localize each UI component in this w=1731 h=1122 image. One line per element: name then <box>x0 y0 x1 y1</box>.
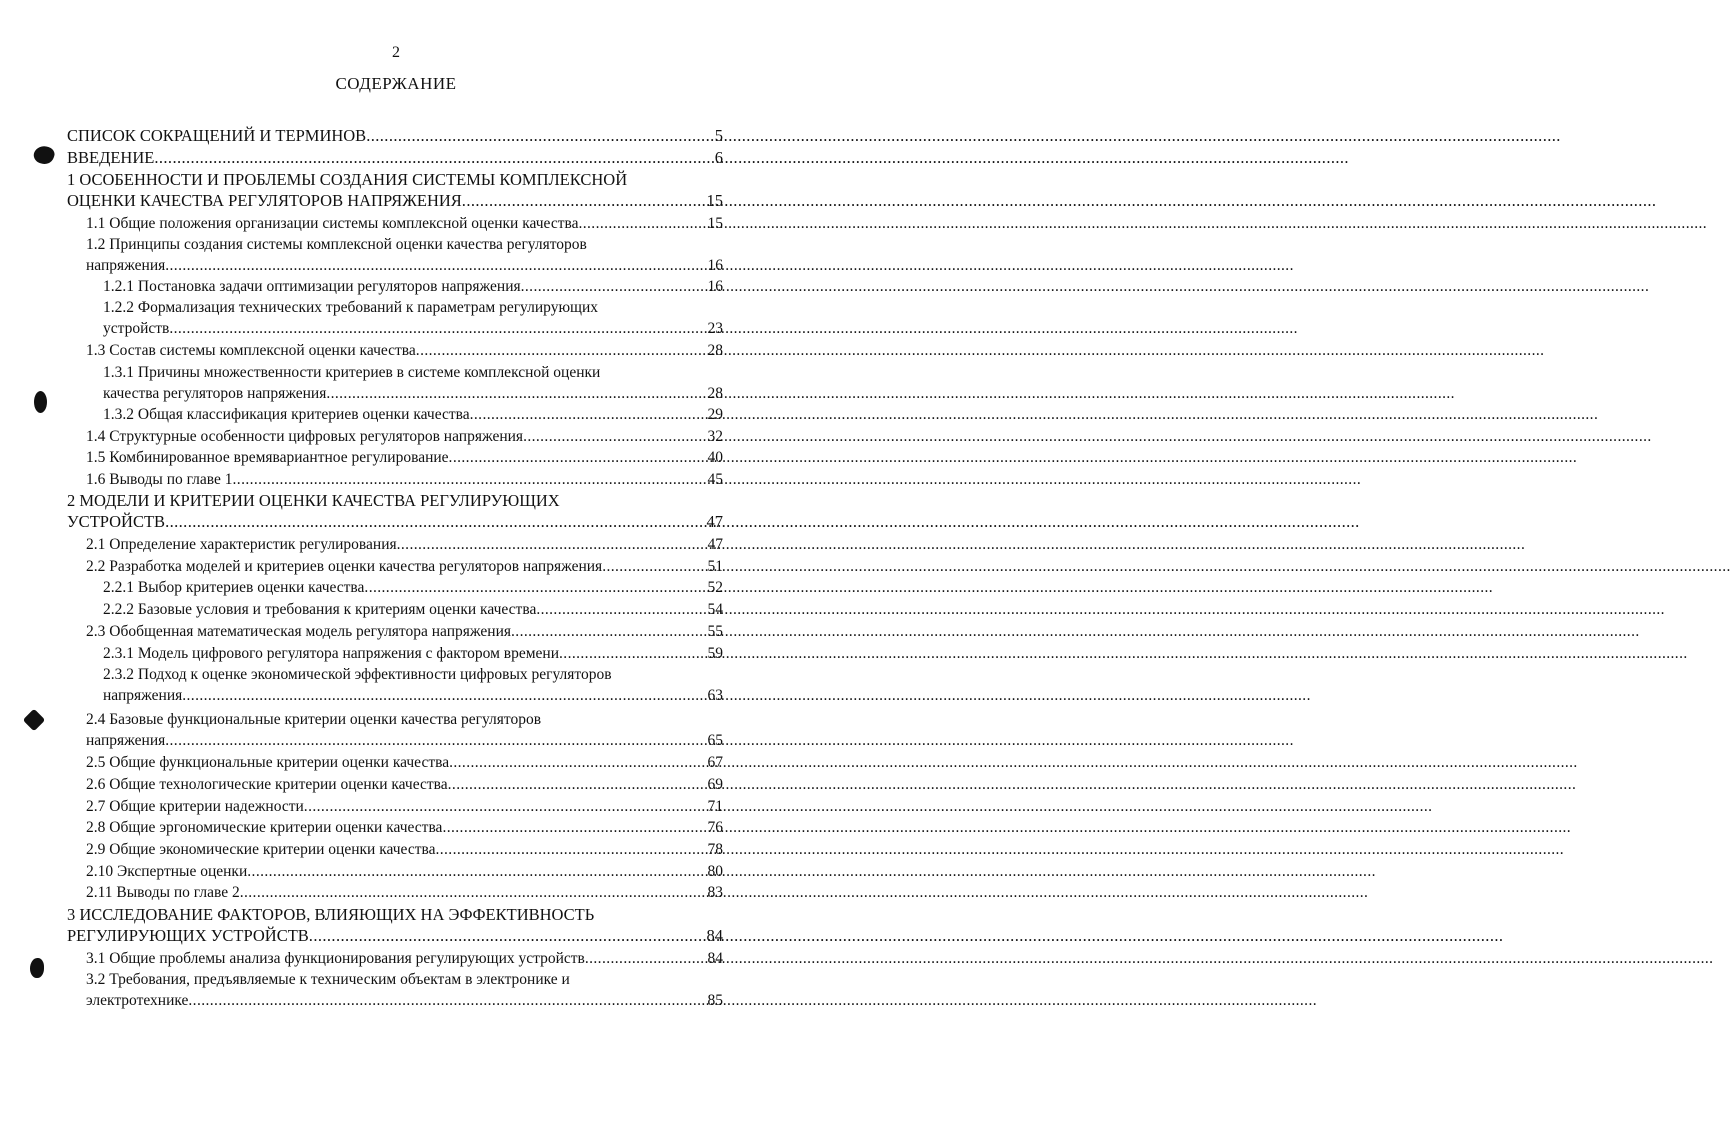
toc-entry-page: 54 <box>707 601 723 618</box>
toc-entry-page: 76 <box>707 819 723 836</box>
toc-leader <box>247 862 707 883</box>
toc-entry[interactable] <box>86 448 723 469</box>
toc-leader <box>585 949 708 970</box>
toc-entry[interactable] <box>103 578 723 599</box>
toc-entry[interactable] <box>86 818 723 839</box>
toc-entry-page: 23 <box>707 319 723 337</box>
toc-leader <box>397 535 708 556</box>
toc-entry[interactable] <box>86 883 723 904</box>
toc-entry[interactable] <box>86 427 723 448</box>
toc-entry-page: 63 <box>707 686 723 704</box>
toc-entry[interactable] <box>86 535 723 556</box>
toc-entry-page: 65 <box>707 731 723 749</box>
toc-entry-page: 6 <box>714 148 723 167</box>
toc-leader <box>309 926 707 947</box>
toc-entry-page: 80 <box>707 863 723 880</box>
toc-entry[interactable] <box>86 341 723 362</box>
toc-entry-title: 2.5 Общие функциональные критерии оценки качества <box>86 754 450 771</box>
toc-entry[interactable] <box>86 970 723 1011</box>
toc-leader <box>154 148 714 169</box>
toc-entry-page: 40 <box>707 449 723 466</box>
toc-entry-title-cont: УСТРОЙСТВ <box>67 511 166 531</box>
toc-entry-page: 59 <box>707 645 723 662</box>
toc-entry[interactable] <box>86 949 723 970</box>
toc-entry-title-cont: напряжения <box>86 731 166 749</box>
toc-entry-title: 2.2 Разработка моделей и критериев оценки качества регуляторов напряжения <box>86 558 603 575</box>
toc-entry-title: 2 МОДЕЛИ И КРИТЕРИИ ОЦЕНКИ КАЧЕСТВА РЕГУЛИРУЮЩИХ <box>67 491 560 510</box>
toc-entry[interactable] <box>103 665 723 706</box>
toc-leader <box>182 686 707 707</box>
toc-entry-page: 78 <box>707 841 723 858</box>
toc-entry-page: 67 <box>707 754 723 771</box>
toc-entry-page: 47 <box>707 536 723 553</box>
toc-leader <box>304 797 708 818</box>
toc-leader <box>449 448 708 469</box>
toc-entry-title: 2.1 Определение характеристик регулирования <box>86 536 397 553</box>
toc-entry-page: 85 <box>707 991 723 1009</box>
toc-entry[interactable] <box>67 148 723 169</box>
toc-leader <box>442 818 707 839</box>
toc-entry-title: 3.1 Общие проблемы анализа функционирования регулирующих устройств <box>86 950 585 967</box>
toc-entry[interactable] <box>86 557 723 578</box>
toc-entry-page: 32 <box>707 428 723 445</box>
toc-entry-title: 1.5 Комбинированное времявариантное регулирование <box>86 449 449 466</box>
toc-entry-title: 2.3.1 Модель цифрового регулятора напряжения с фактором времени <box>103 645 560 662</box>
toc-entry-title: 2.8 Общие эргономические критерии оценки качества <box>86 819 443 836</box>
toc-leader <box>462 191 707 212</box>
toc-entry[interactable] <box>67 126 723 147</box>
toc-entry-page: 15 <box>707 215 723 232</box>
toc-entry-page: 55 <box>707 623 723 640</box>
toc-leader <box>470 405 708 426</box>
toc-entry-page: 5 <box>714 126 723 145</box>
toc-leader <box>240 883 708 904</box>
toc-entry-chapter[interactable] <box>67 491 723 532</box>
toc-entry-page: 28 <box>707 384 723 402</box>
page-title: СОДЕРЖАНИЕ <box>335 74 457 93</box>
ink-blot <box>32 143 57 167</box>
toc-entry-title-cont: электротехнике <box>86 991 189 1009</box>
toc-leader <box>165 256 707 277</box>
toc-entry-title: 2.11 Выводы по главе 2 <box>86 884 240 901</box>
toc-entry-title: 1.6 Выводы по главе 1 <box>86 471 233 488</box>
toc-entry[interactable] <box>103 405 723 426</box>
toc-entry[interactable] <box>86 840 723 861</box>
ink-blot <box>34 391 47 413</box>
toc-leader <box>559 644 707 665</box>
toc-entry[interactable] <box>86 622 723 643</box>
toc-entry-page: 84 <box>707 950 723 967</box>
toc-entry-title: 3.2 Требования, предъявляемые к техническим объектам в электронике и <box>86 971 570 988</box>
toc-entry[interactable] <box>103 600 723 621</box>
toc-entry-title: 2.2.1 Выбор критериев оценки качества <box>103 579 365 596</box>
toc-entry-title: 1.3.1 Причины множественности критериев в системе комплексной оценки <box>103 364 601 381</box>
toc-leader <box>536 600 707 621</box>
toc-entry-page: 52 <box>707 579 723 596</box>
toc-leader <box>449 753 707 774</box>
toc-leader <box>169 319 707 340</box>
toc-entry-page: 16 <box>707 256 723 274</box>
toc-entry-title: 2.9 Общие экономические критерии оценки качества <box>86 841 436 858</box>
toc-leader <box>602 557 707 578</box>
toc-entry-page: 71 <box>707 798 723 815</box>
toc-leader <box>233 470 708 491</box>
toc-entry-title: 1.2.2 Формализация технических требований к параметрам регулирующих <box>103 299 599 316</box>
toc-entry-title-cont: РЕГУЛИРУЮЩИХ УСТРОЙСТВ <box>67 925 309 945</box>
toc-entry[interactable] <box>86 235 723 276</box>
toc-entry[interactable] <box>103 644 723 665</box>
toc-entry-title: 1.2 Принципы создания системы комплексной оценки качества регуляторов <box>86 236 587 253</box>
toc-entry-title: 3 ИССЛЕДОВАНИЕ ФАКТОРОВ, ВЛИЯЮЩИХ НА ЭФФЕКТИВНОСТЬ <box>67 905 595 924</box>
toc-entry-title-cont: качества регуляторов напряжения <box>103 384 327 402</box>
toc-leader <box>448 775 708 796</box>
toc-entry-page: 83 <box>707 884 723 901</box>
ink-blot <box>23 709 46 732</box>
toc-entry[interactable] <box>103 363 723 404</box>
toc-entry-title-cont: ОЦЕНКИ КАЧЕСТВА РЕГУЛЯТОРОВ НАПРЯЖЕНИЯ <box>67 190 462 210</box>
toc-entry-title: 2.6 Общие технологические критерии оценки качества <box>86 776 448 793</box>
toc-entry-title: СПИСОК СОКРАЩЕНИЙ И ТЕРМИНОВ <box>67 126 367 145</box>
toc-entry-page: 51 <box>707 558 723 575</box>
toc-leader <box>364 578 707 599</box>
toc-entry-chapter[interactable] <box>67 905 723 946</box>
toc-entry-title: 1.4 Структурные особенности цифровых регуляторов напряжения <box>86 428 524 445</box>
toc-entry[interactable] <box>86 753 723 774</box>
page-number: 2 <box>392 44 400 61</box>
toc-entry-title: 1.3.2 Общая классификация критериев оценки качества <box>103 406 470 423</box>
toc-entry-title-cont: напряжения <box>86 256 166 274</box>
toc-entry[interactable] <box>86 710 723 751</box>
toc-entry-title: 1.3 Состав системы комплексной оценки качества <box>86 342 416 359</box>
toc-leader <box>188 991 707 1012</box>
toc-entry[interactable] <box>86 797 723 818</box>
toc-entry-title: 1 ОСОБЕННОСТИ И ПРОБЛЕМЫ СОЗДАНИЯ СИСТЕМЫ КОМПЛЕКСНОЙ <box>67 170 628 189</box>
toc-entry[interactable] <box>86 470 723 491</box>
toc-entry-title: 2.7 Общие критерии надежности <box>86 798 304 815</box>
toc-entry-title: 2.4 Базовые функциональные критерии оценки качества регуляторов <box>86 711 542 728</box>
toc-entry-title: 2.3.2 Подход к оценке экономической эффективности цифровых регуляторов <box>103 666 612 683</box>
toc-entry-page: 45 <box>707 471 723 488</box>
toc-leader <box>165 731 707 752</box>
toc-entry-page: 16 <box>707 278 723 295</box>
toc-entry-title: ВВЕДЕНИЕ <box>67 148 155 167</box>
toc-entry-page: 15 <box>706 190 723 210</box>
toc-entry-page: 28 <box>707 342 723 359</box>
toc-entry-page: 29 <box>707 406 723 423</box>
toc-entry[interactable] <box>86 214 723 235</box>
toc-leader <box>435 840 707 861</box>
toc-entry[interactable] <box>86 775 723 796</box>
toc-entry[interactable] <box>103 277 723 298</box>
toc-entry-title: 2.2.2 Базовые условия и требования к критериям оценки качества <box>103 601 537 618</box>
toc-entry-page: 69 <box>707 776 723 793</box>
toc-entry[interactable] <box>103 298 723 339</box>
ink-blot <box>30 958 44 978</box>
toc-entry-title: 1.2.1 Постановка задачи оптимизации регуляторов напряжения <box>103 278 521 295</box>
toc-leader <box>326 384 707 405</box>
toc-leader <box>416 341 708 362</box>
toc-entry-title-cont: напряжения <box>103 686 183 704</box>
toc-entry-page: 47 <box>706 511 723 531</box>
toc-entry-page: 84 <box>706 925 723 945</box>
toc-entry-chapter[interactable] <box>67 170 723 211</box>
toc-entry[interactable] <box>86 862 723 883</box>
toc-entry-title: 2.10 Экспертные оценки <box>86 863 248 880</box>
toc-leader <box>511 622 707 643</box>
toc-leader <box>366 126 715 147</box>
toc-leader <box>523 427 707 448</box>
toc-entry-title: 2.3 Обобщенная математическая модель регулятора напряжения <box>86 623 512 640</box>
toc-leader <box>521 277 708 298</box>
toc-entry-title: 1.1 Общие положения организации системы комплексной оценки качества <box>86 215 579 232</box>
toc-leader <box>578 214 707 235</box>
toc-entry-title-cont: устройств <box>103 319 170 337</box>
toc-leader <box>165 512 706 533</box>
